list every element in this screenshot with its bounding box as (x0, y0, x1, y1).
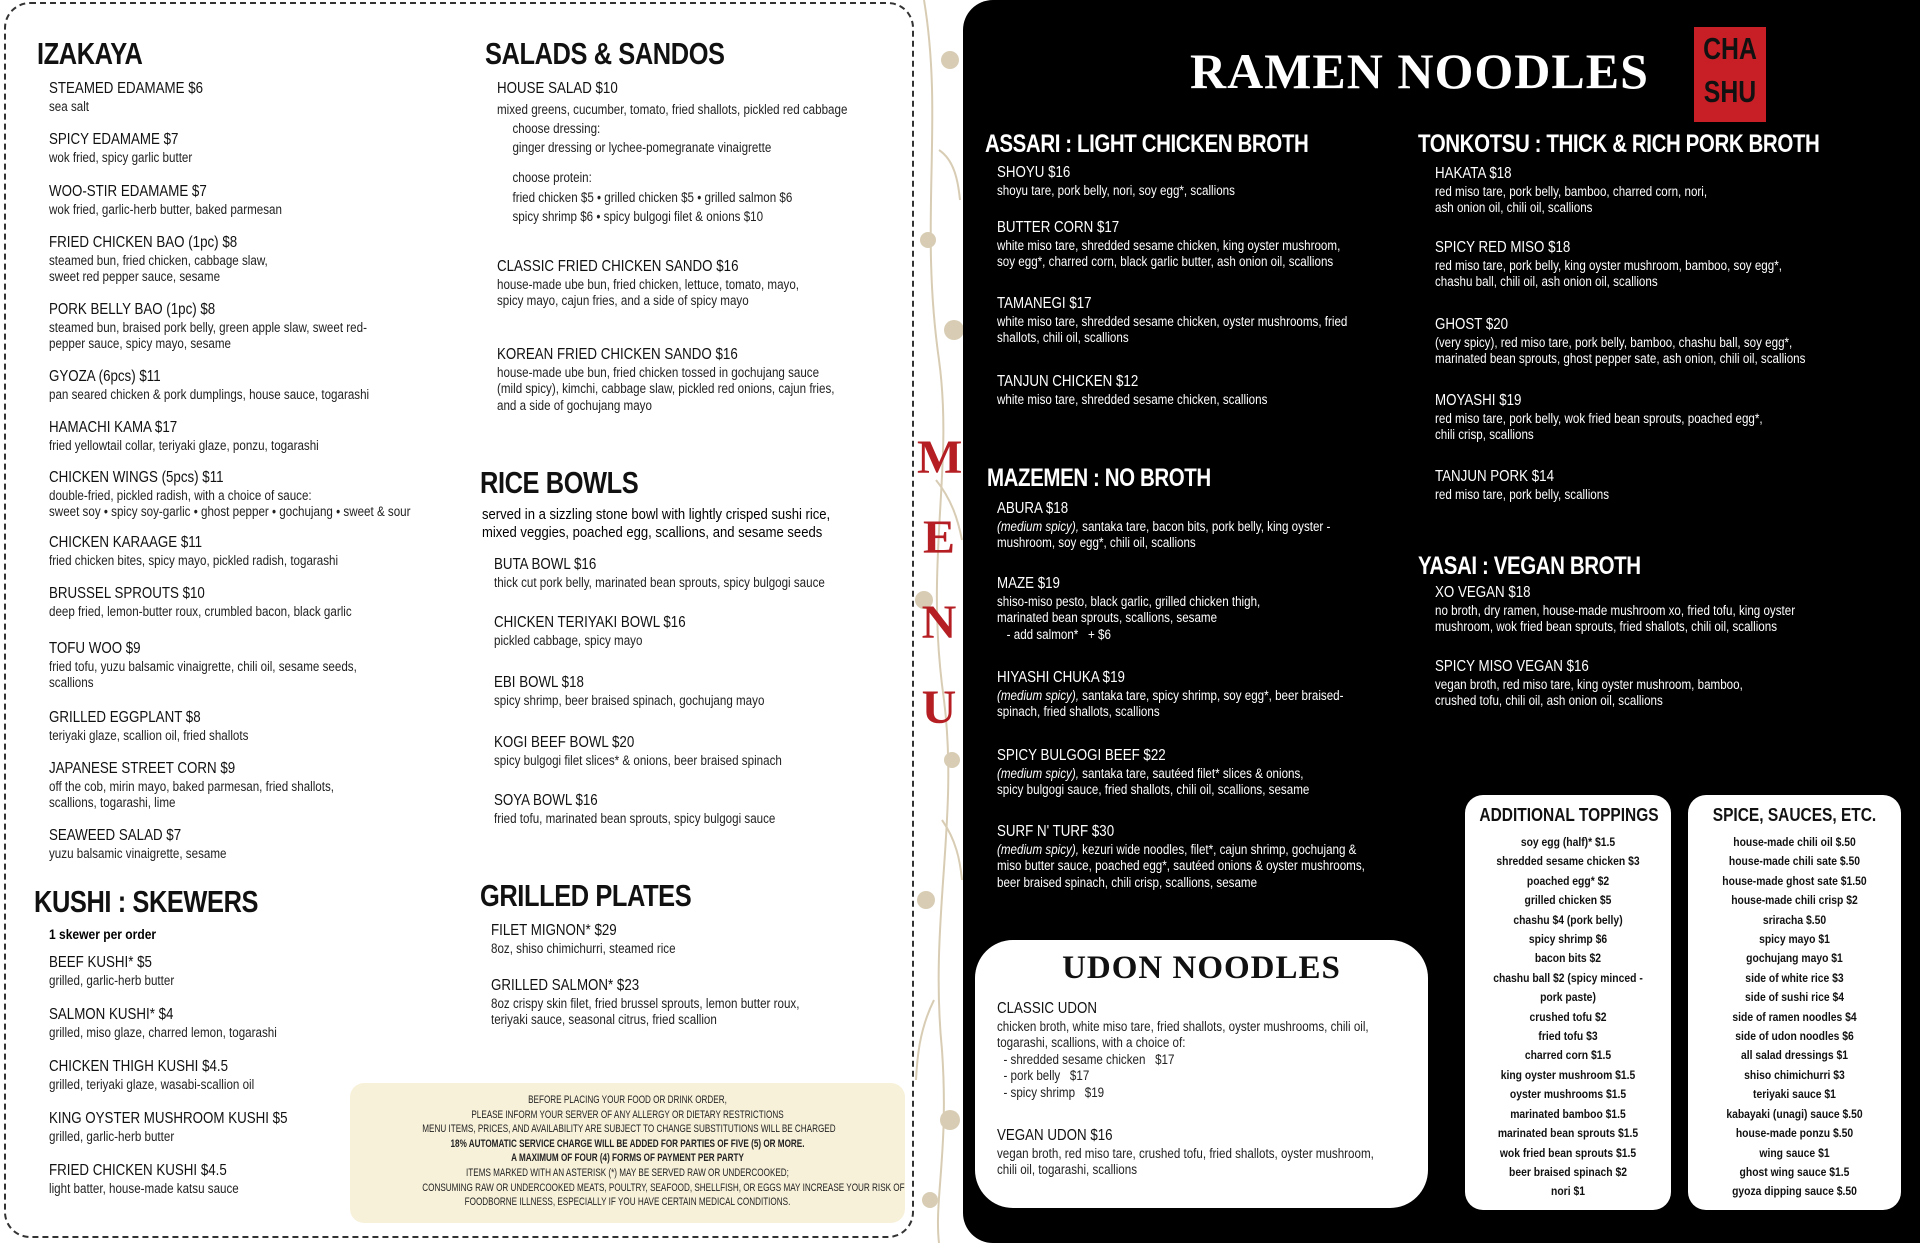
menu-item-name: KING OYSTER MUSHROOM KUSHI $5 (49, 1110, 288, 1127)
notice-line: CONSUMING RAW OR UNDERCOOKED MEATS, POULTRY, SEAFOOD, SHELLFISH, OR EGGS MAY INCREASE YOUR RISK OF (422, 1181, 905, 1194)
menu-item-name: CLASSIC FRIED CHICKEN SANDO $16 (497, 258, 739, 275)
notice-lines (389, 1083, 905, 1210)
menu-item-desc: pickled cabbage, spicy mayo (494, 632, 643, 648)
menu-item-name: MOYASHI $19 (1435, 392, 1522, 409)
menu-item-name: XO VEGAN $18 (1435, 584, 1531, 601)
list-item: fried tofu $3 (1538, 1031, 1598, 1044)
notice-line: FOODBORNE ILLNESS, ESPECIALLY IF YOU HAVE CERTAIN MEDICAL CONDITIONS. (464, 1196, 791, 1209)
menu-item-desc: yuzu balsamic vinaigrette, sesame (49, 845, 227, 861)
notice-line: 18% AUTOMATIC SERVICE CHARGE WILL BE ADDED FOR PARTIES OF FIVE (5) OR MORE. (450, 1137, 805, 1150)
notice-line: PLEASE INFORM YOUR SERVER OF ANY ALLERGY OR DIETARY RESTRICTIONS (471, 1108, 784, 1121)
menu-letter-m: M (917, 431, 963, 484)
menu-item-desc: 8oz, shiso chimichurri, steamed rice (491, 940, 676, 956)
menu-letter-e: E (922, 511, 955, 564)
spice-level: (medium spicy), (997, 841, 1079, 857)
menu-item (491, 977, 850, 1029)
list-item: sriracha $.50 (1762, 914, 1827, 927)
menu-item (49, 709, 281, 744)
menu-item-name: SPICY EDAMAME $7 (49, 131, 179, 148)
notice-line: BEFORE PLACING YOUR FOOD OR DRINK ORDER, (528, 1094, 727, 1106)
menu-item (49, 585, 401, 620)
list-item: king oyster mushroom $1.5 (1500, 1069, 1636, 1082)
sauces-card (1688, 795, 1901, 1210)
list-item: charred corn $1.5 (1524, 1050, 1612, 1063)
mazemen-title: MAZEMEN : NO BROTH (987, 464, 1211, 492)
menu-item (49, 183, 320, 218)
menu-item (49, 1006, 314, 1041)
menu-item (1435, 239, 1838, 291)
sauces-list (1688, 834, 1901, 1203)
assari-title: ASSARI : LIGHT CHICKEN BROTH (985, 130, 1309, 158)
list-item: oyster mushrooms $1.5 (1509, 1089, 1627, 1102)
menu-item-desc: teriyaki glaze, scallion oil, fried shallots (49, 727, 249, 743)
toppings-list (1465, 834, 1671, 1203)
menu-item-desc: fried chicken bites, spicy mayo, pickled radish, togarashi (49, 552, 339, 568)
list-item: side of white rice $3 (1745, 972, 1844, 985)
menu-item-name: HAMACHI KAMA $17 (49, 419, 178, 436)
menu-item-desc: vegan broth, red miso tare, king oyster mushroom, bamboo, crushed tofu, chili oil, ash onion oil, scallions (1435, 676, 1743, 709)
list-item: house-made ghost sate $1.50 (1722, 875, 1867, 888)
menu-item-desc: (medium spicy), santaka tare, spicy shrimp, soy egg*, beer braised- spinach, fried shallots, scallions (997, 687, 1344, 720)
menu-item-desc: fried yellowtail collar, teriyaki glaze, ponzu, togarashi (49, 437, 319, 453)
toppings-card (1465, 795, 1671, 1210)
menu-item (497, 258, 848, 310)
list-item: house-made ponzu $.50 (1735, 1128, 1854, 1141)
menu-item-desc: wok fried, garlic-herb butter, baked parmesan (49, 201, 282, 217)
menu-item-desc: (medium spicy), santaka tare, bacon bits, pork belly, king oyster - mushroom, soy egg*, chili oil, scallions (997, 518, 1331, 551)
izakaya-title: IZAKAYA (37, 36, 143, 71)
menu-item-desc: house-made ube bun, fried chicken, lettuce, tomato, mayo, spicy mayo, cajun fries, and a side of spicy mayo (497, 276, 800, 309)
menu-item-name: SPICY RED MISO $18 (1435, 239, 1571, 256)
kushi-title: KUSHI : SKEWERS (34, 884, 259, 919)
menu-item-name: HAKATA $18 (1435, 165, 1512, 182)
list-item: spicy mayo $1 (1759, 934, 1830, 947)
salads-title: SALADS & SANDOS (485, 36, 725, 71)
chashu-logo (1694, 27, 1766, 122)
menu-item (49, 368, 421, 403)
udon-title: UDON NOODLES (1062, 950, 1341, 986)
menu-item-name: BEEF KUSHI* $5 (49, 954, 152, 971)
protein-options-1: fried chicken $5 • grilled chicken $5 • grilled salmon $6 (512, 189, 793, 205)
menu-item-name: CHICKEN KARAAGE $11 (49, 534, 203, 551)
list-item: bacon bits $2 (1534, 953, 1602, 966)
menu-letter-n: N (921, 596, 957, 649)
tonkotsu-title: TONKOTSU : THICK & RICH PORK BROTH (1418, 130, 1820, 158)
list-item: chashu $4 (pork belly) (1513, 914, 1623, 927)
allergy-notice (350, 1083, 905, 1223)
menu-item (997, 575, 1303, 643)
menu-item (49, 1110, 326, 1145)
yasai-title: YASAI : VEGAN BROTH (1418, 552, 1641, 580)
list-item: wing sauce $1 (1759, 1147, 1830, 1160)
menu-item (997, 295, 1404, 347)
menu-item-name: FRIED CHICKEN KUSHI $4.5 (49, 1162, 227, 1179)
menu-item-desc: deep fried, lemon-butter roux, crumbled bacon, black garlic (49, 603, 352, 619)
menu-item-desc: (medium spicy), santaka tare, sautéed filet* slices & onions, spicy bulgogi sauce, fried shallots, chili oil, scallions, sesame (997, 765, 1310, 798)
house-salad-name: HOUSE SALAD $10 (497, 80, 618, 97)
menu-item (997, 500, 1385, 552)
menu-item-desc: fried tofu, yuzu balsamic vinaigrette, chili oil, sesame seeds, scallions (49, 658, 357, 691)
menu-item (1435, 584, 1854, 636)
menu-item-desc: house-made ube bun, fried chicken tossed in gochujang sauce (mild spicy), kimchi, cabbage slaw, pickled red onions, cajun fries, and a side of gochujang mayo (497, 364, 835, 413)
list-item: pork paste) (1540, 992, 1596, 1005)
menu-item (49, 469, 469, 521)
menu-item-desc: grilled, teriyaki glaze, wasabi-scallion oil (49, 1076, 255, 1092)
menu-item-name: STEAMED EDAMAME $6 (49, 80, 204, 97)
list-item: house-made chili oil $.50 (1733, 837, 1856, 849)
list-item: gochujang mayo $1 (1746, 953, 1843, 966)
rice-bowls-title: RICE BOWLS (480, 465, 639, 500)
protein-label: choose protein: (512, 170, 592, 186)
menu-item-name: GYOZA (6pcs) $11 (49, 368, 161, 385)
menu-item-desc: red miso tare, pork belly, bamboo, charred corn, nori, ash onion oil, chili oil, scallions (1435, 183, 1708, 216)
menu-item-desc: steamed bun, fried chicken, cabbage slaw, sweet red pepper sauce, sesame (49, 252, 268, 285)
notice-line: MENU ITEMS, PRICES, AND AVAILABILITY ARE SUBJECT TO CHANGE SUBSTITUTIONS WILL BE CHARGED (422, 1123, 836, 1136)
menu-item-desc: grilled, garlic-herb butter (49, 1128, 175, 1144)
list-item: wok fried bean sprouts $1.5 (1499, 1147, 1637, 1160)
menu-item-name: KOREAN FRIED CHICKEN SANDO $16 (497, 346, 738, 363)
vegan-udon-name: VEGAN UDON $16 (997, 1127, 1113, 1144)
menu-item-desc: 8oz crispy skin filet, fried brussel sprouts, lemon butter roux, teriyaki sauce, seasonal citrus, fried scallion (491, 995, 800, 1028)
menu-item-desc: red miso tare, pork belly, scallions (1435, 486, 1610, 502)
house-salad-item (497, 80, 904, 226)
menu-item-name: FILET MIGNON* $29 (491, 922, 617, 939)
menu-item (494, 614, 717, 649)
menu-item-name: SOYA BOWL $16 (494, 792, 598, 809)
kushi-subtitle: 1 skewer per order (49, 926, 157, 942)
menu-item-name: KOGI BEEF BOWL $20 (494, 734, 635, 751)
menu-item-name: BUTA BOWL $16 (494, 556, 597, 573)
menu-item (49, 1058, 288, 1093)
list-item: soy egg (half)* $1.5 (1520, 837, 1616, 849)
list-item: nori $1 (1551, 1186, 1585, 1199)
list-item: spicy shrimp $6 (1528, 934, 1608, 947)
menu-item-desc: steamed bun, braised pork belly, green apple slaw, sweet red- pepper sauce, spicy mayo, sesame (49, 319, 367, 352)
list-item: kabayaki (unagi) sauce $.50 (1726, 1108, 1863, 1121)
list-item: beer braised spinach $2 (1509, 1166, 1627, 1179)
menu-item-name: CHICKEN WINGS (5pcs) $11 (49, 469, 224, 486)
menu-item (494, 734, 829, 769)
menu-item (1435, 316, 1866, 368)
menu-item-name: SURF N' TURF $30 (997, 823, 1115, 840)
menu-item-desc: white miso tare, shredded sesame chicken, king oyster mushroom, soy egg*, charred corn, black garlic butter, ash onion oil, scallions (997, 237, 1341, 270)
list-item: crushed tofu $2 (1529, 1011, 1607, 1024)
menu-item-desc: shoyu tare, pork belly, nori, soy egg*, scallions (997, 182, 1235, 198)
menu-item-name: TAMANEGI $17 (997, 295, 1092, 312)
menu-item-name: MAZE $19 (997, 575, 1060, 592)
menu-item-name: FRIED CHICKEN BAO (1pc) $8 (49, 234, 238, 251)
menu-item (49, 640, 407, 692)
menu-item-name: SPICY BULGOGI BEEF $22 (997, 747, 1166, 764)
menu-item (49, 234, 303, 286)
menu-letter-u: U (921, 681, 957, 734)
vegan-udon-desc: vegan broth, red miso tare, crushed tofu, fried shallots, oyster mushroom, chili oil, togarashi, scallions (997, 1145, 1374, 1178)
list-item: ghost wing sauce $1.5 (1739, 1166, 1850, 1179)
menu-item-desc: white miso tare, shredded sesame chicken, scallions (997, 391, 1268, 407)
menu-item-desc: white miso tare, shredded sesame chicken, oyster mushrooms, fried shallots, chili oil, scallions (997, 313, 1348, 346)
menu-item (997, 669, 1400, 721)
spice-level: (medium spicy), (997, 518, 1079, 534)
menu-item (494, 674, 808, 709)
menu-item (49, 760, 380, 812)
list-item: grilled chicken $5 (1524, 895, 1612, 908)
list-item: gyoza dipping sauce $.50 (1732, 1186, 1857, 1199)
menu-item (49, 419, 363, 454)
list-item: all salad dressings $1 (1740, 1050, 1849, 1063)
list-item: marinated bean sprouts $1.5 (1497, 1128, 1639, 1141)
classic-udon-item (997, 1000, 1429, 1101)
list-item: side of sushi rice $4 (1745, 992, 1844, 1005)
sauces-title: SPICE, SAUCES, ETC. (1712, 805, 1877, 825)
list-item: shiso chimichurri $3 (1744, 1069, 1845, 1082)
menu-item (1435, 658, 1793, 710)
menu-item (1435, 392, 1816, 444)
menu-item-name: ABURA $18 (997, 500, 1069, 517)
dressing-options: ginger dressing or lychee-pomegranate vinaigrette (512, 139, 772, 155)
list-item: teriyaki sauce $1 (1753, 1089, 1836, 1102)
menu-item-desc: red miso tare, pork belly, wok fried bean sprouts, poached egg*, chili crisp, scallions (1435, 410, 1763, 443)
menu-item-desc: wok fried, spicy garlic butter (49, 149, 193, 165)
spice-level: (medium spicy), (997, 765, 1079, 781)
menu-item-name: CHICKEN TERIYAKI BOWL $16 (494, 614, 686, 631)
menu-item (49, 827, 255, 862)
menu-item-desc: spicy bulgogi filet slices* & onions, beer braised spinach (494, 752, 782, 768)
menu-item (997, 164, 1274, 199)
list-item: poached egg* $2 (1526, 875, 1610, 888)
classic-udon-desc: chicken broth, white miso tare, fried shallots, oyster mushrooms, chili oil, togarashi, scallions, with a choice of: - shredded sesame chicken $17 - pork belly $17 - spicy shrimp $19 (997, 1018, 1369, 1100)
ramen-title: RAMEN NOODLES (1190, 43, 1649, 99)
menu-item (997, 219, 1396, 271)
menu-item (997, 747, 1360, 799)
menu-item-name: JAPANESE STREET CORN $9 (49, 760, 236, 777)
menu-item-name: WOO-STIR EDAMAME $7 (49, 183, 207, 200)
menu-item (49, 301, 419, 353)
grilled-plates-title: GRILLED PLATES (480, 878, 692, 913)
menu-item-name: GRILLED SALMON* $23 (491, 977, 640, 994)
list-item: house-made chili sate $.50 (1728, 856, 1861, 869)
menu-item-desc: grilled, miso glaze, charred lemon, togarashi (49, 1024, 277, 1040)
menu-item-name: SALMON KUSHI* $4 (49, 1006, 174, 1023)
logo-text: CHA SHU (1703, 31, 1757, 109)
menu-item (494, 792, 821, 827)
list-item: marinated bamboo $1.5 (1510, 1108, 1626, 1121)
menu-item (49, 131, 216, 166)
menu-item (997, 823, 1425, 891)
toppings-title: ADDITIONAL TOPPINGS (1479, 805, 1659, 825)
menu-item-desc: spicy shrimp, beer braised spinach, gochujang mayo (494, 692, 765, 708)
rice-bowls-subtitle: served in a sizzling stone bowl with lightly crisped sushi rice, mixed veggies, poached egg, scallions, and sesame seeds (482, 507, 831, 542)
menu-item-desc: (very spicy), red miso tare, pork belly, bamboo, chashu ball, soy egg*, marinated bean sprouts, ghost pepper sate, ash onion, chili oil, scallions (1435, 334, 1806, 367)
menu-item-desc: red miso tare, pork belly, king oyster mushroom, bamboo, soy egg*, chashu ball, chili oil, ash onion oil, scallions (1435, 257, 1782, 290)
classic-udon-name: CLASSIC UDON (997, 1000, 1098, 1017)
menu-item-name: GRILLED EGGPLANT $8 (49, 709, 201, 726)
menu-item-desc: sea salt (49, 98, 90, 114)
menu-item (49, 80, 228, 115)
menu-item (49, 954, 195, 989)
menu-item (1435, 468, 1637, 503)
menu-item-desc: (medium spicy), kezuri wide noodles, filet*, cajun shrimp, gochujang & miso butter sauce, poached egg*, sautéed onions & oyster mushrooms, beer braised spinach, chili crisp, scallions, sesame (997, 841, 1365, 890)
menu-item-desc: double-fried, pickled radish, with a choice of sauce: sweet soy • spicy soy-garlic • ghost pepper • gochujang • sweet & sour (49, 487, 411, 520)
menu-item-desc: pan seared chicken & pork dumplings, house sauce, togarashi (49, 386, 370, 402)
list-item: side of udon noodles $6 (1735, 1031, 1854, 1044)
menu-item (997, 373, 1311, 408)
udon-card (975, 940, 1428, 1208)
menu-item-name: EBI BOWL $18 (494, 674, 584, 691)
menu-item-name: SPICY MISO VEGAN $16 (1435, 658, 1589, 675)
list-item: shredded sesame chicken $3 (1496, 856, 1640, 869)
menu-item-name: TANJUN CHICKEN $12 (997, 373, 1139, 390)
menu-item-desc: off the cob, mirin mayo, baked parmesan, fried shallots, scallions, togarashi, lime (49, 778, 335, 811)
spice-level: (medium spicy), (997, 687, 1079, 703)
menu-item (494, 556, 879, 591)
dressing-label: choose dressing: (512, 121, 601, 137)
vegan-udon-item (997, 1127, 1435, 1179)
menu-item (491, 922, 706, 957)
list-item: side of ramen noodles $4 (1732, 1011, 1857, 1024)
menu-item-name: BUTTER CORN $17 (997, 219, 1120, 236)
menu-item-name: GHOST $20 (1435, 316, 1509, 333)
notice-line: A MAXIMUM OF FOUR (4) FORMS OF PAYMENT PER PARTY (511, 1152, 744, 1165)
menu-item-name: TANJUN PORK $14 (1435, 468, 1555, 485)
house-salad-desc: mixed greens, cucumber, tomato, fried shallots, pickled red cabbage (497, 101, 848, 117)
menu-item-name: HIYASHI CHUKA $19 (997, 669, 1125, 686)
menu-item-desc: shiso-miso pesto, black garlic, grilled chicken thigh, marinated bean sprouts, scallions, sesame - add salmon* + $6 (997, 593, 1261, 642)
menu-item-name: PORK BELLY BAO (1pc) $8 (49, 301, 216, 318)
list-item: house-made chili crisp $2 (1731, 895, 1858, 908)
menu-item-desc: grilled, garlic-herb butter (49, 972, 175, 988)
menu-item-name: SHOYU $16 (997, 164, 1071, 181)
menu-item (1435, 165, 1751, 217)
menu-item-desc: light batter, house-made katsu sauce (49, 1180, 239, 1196)
protein-options-2: spicy shrimp $6 • spicy bulgogi filet & onions $10 (512, 209, 764, 225)
menu-item-name: CHICKEN THIGH KUSHI $4.5 (49, 1058, 229, 1075)
menu-item (49, 534, 385, 569)
list-item: chashu ball $2 (spicy minced - (1493, 972, 1643, 985)
notice-line: ITEMS MARKED WITH AN ASTERISK (*) MAY BE SERVED RAW OR UNDERCOOKED; (466, 1166, 789, 1179)
menu-item (49, 1162, 270, 1197)
menu-item-name: TOFU WOO $9 (49, 640, 141, 657)
menu-item-desc: thick cut pork belly, marinated bean sprouts, spicy bulgogi sauce (494, 574, 825, 590)
menu-item-name: BRUSSEL SPROUTS $10 (49, 585, 205, 602)
menu-item-name: SEAWEED SALAD $7 (49, 827, 182, 844)
menu-item-desc: no broth, dry ramen, house-made mushroom xo, fried tofu, king oyster mushroom, wok fried bean sprouts, fried shallots, chili oil, scallions (1435, 602, 1796, 635)
menu-item (497, 346, 889, 414)
menu-item-desc: fried tofu, marinated bean sprouts, spicy bulgogi sauce (494, 810, 776, 826)
